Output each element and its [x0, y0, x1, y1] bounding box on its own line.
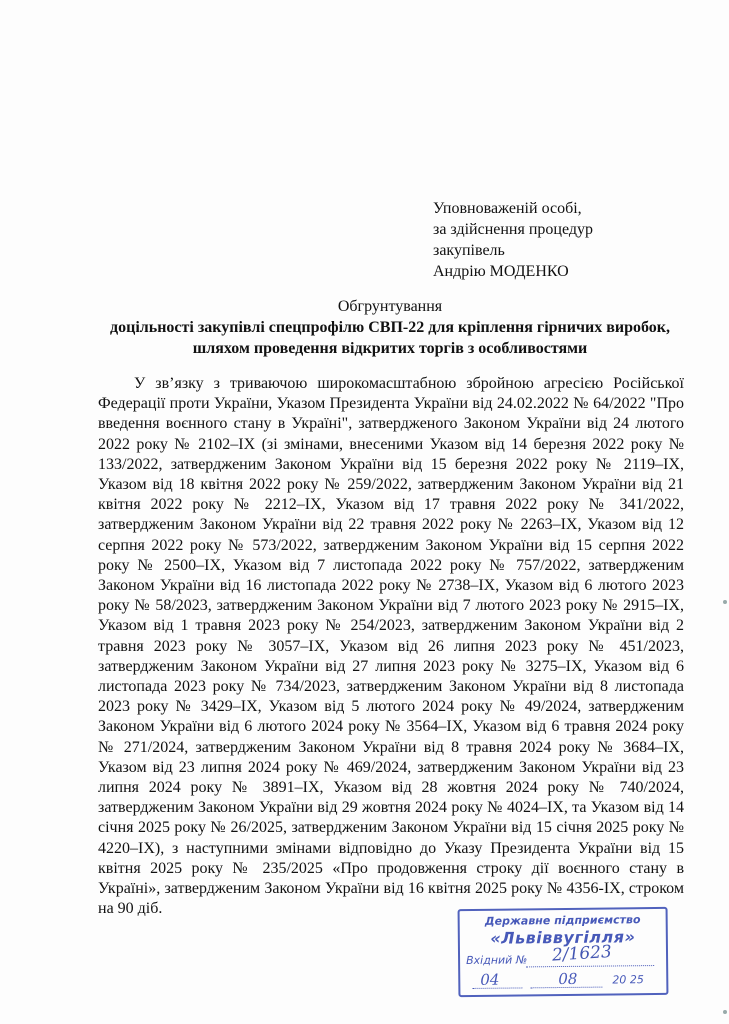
addressee-line-3: закупівель [433, 242, 505, 259]
incoming-registration-stamp [458, 907, 669, 997]
stamp-org-type: Державне підприємство [484, 913, 641, 928]
stamp-org-name: «Львіввугілля» [490, 927, 636, 948]
document-title: Обгрунтування [337, 298, 443, 315]
stamp-incoming-number: 2/1623 [551, 941, 613, 966]
addressee-name: Андрію МОДЕНКО [433, 263, 569, 280]
document-subtitle-line-1: доцільності закупівлі спецпрофілю СВП-22 для кріплення гірничих виробок, [110, 319, 670, 336]
scan-edge-mark [723, 1010, 727, 1014]
stamp-incoming-label: Вхідний № [466, 953, 528, 968]
scan-edge-mark [723, 600, 727, 604]
addressee-block [433, 198, 593, 282]
body-paragraph: У зв’язку з триваючою широкомасштабною збройною агресією Російської Федерації проти України, Указом Президента України від 24.02.2022 № 64/2022 "Про введення воєнного стану в Україні", затвердженого Законом України від 24 лютого 2022 року № 2102–IX (зі змінами, внесеними Указом від 14 березня 2022 року № 133/2022, затвердженим Законом України від 15 березня 2022 року № 2119–IX, Указом від 18 квітня 2022 року № 259/2022, затвердженим Законом України від 21 квітня 2022 року № 2212–IX, Указом від 17 травня 2022 року № 341/2022, затвердженим Законом України від 22 травня 2022 року № 2263–IX, Указом від 12 серпня 2022 року № 573/2022, затвердженим Законом України від 15 серпня 2022 року № 2500–IX, Указом від 7 листопада 2022 року № 757/2022, затвердженим Законом України від 16 листопада 2022 року № 2738–IX, Указом від 6 лютого 2023 року № 58/2023, затвердженим Законом України від 7 лютого 2023 року № 2915–IX, Указом від 1 травня 2023 року № 254/2023, затвердженим Законом України від 2 травня 2023 року № 3057–IX, Указом від 26 липня 2023 року № 451/2023, затвердженим Законом України від 27 липня 2023 року № 3275–IX, Указом від 6 листопада 2023 року № 734/2023, затвердженим Законом України від 8 листопада 2023 року № 3429–IX, Указом від 5 лютого 2024 року № 49/2024, затвердженим Законом України від 6 лютого 2024 року № 3564–IX, Указом від 6 травня 2024 року № 271/2024, затвердженим Законом України від 8 травня 2024 року № 3684–IX, Указом від 23 липня 2024 року № 469/2024, затвердженим Законом України від 23 липня 2024 року № 3891–IX, Указом від 28 жовтня 2024 року № 740/2024, затвердженим Законом України від 29 жовтня 2024 року № 4024–IX, та Указом від 14 січня 2025 року № 26/2025, затвердженим Законом України від 15 січня 2025 року № 4220–IX), з наступними змінами відповідно до Указу Президента України від 15 квітня 2025 року № 235/2025 «Про продовження строку дії воєнного стану в Україні», затвердженим Законом України від 16 квітня 2025 року № 4356-IX, строком на 90 діб. [98, 375, 684, 918]
document-subtitle-line-2: шляхом проведення відкритих торгів з особливостями [192, 340, 588, 357]
stamp-date-row [466, 971, 660, 991]
stamp-date-month: 08 [558, 969, 578, 989]
stamp-date-year: 20 25 [612, 973, 644, 987]
stamp-date-day: 04 [480, 970, 500, 989]
stamp-number-line [526, 965, 654, 967]
document-heading [40, 296, 729, 359]
addressee-line-2: за здійснення процедур [433, 221, 594, 238]
addressee-line-1: Уповноваженій особі, [433, 200, 582, 217]
